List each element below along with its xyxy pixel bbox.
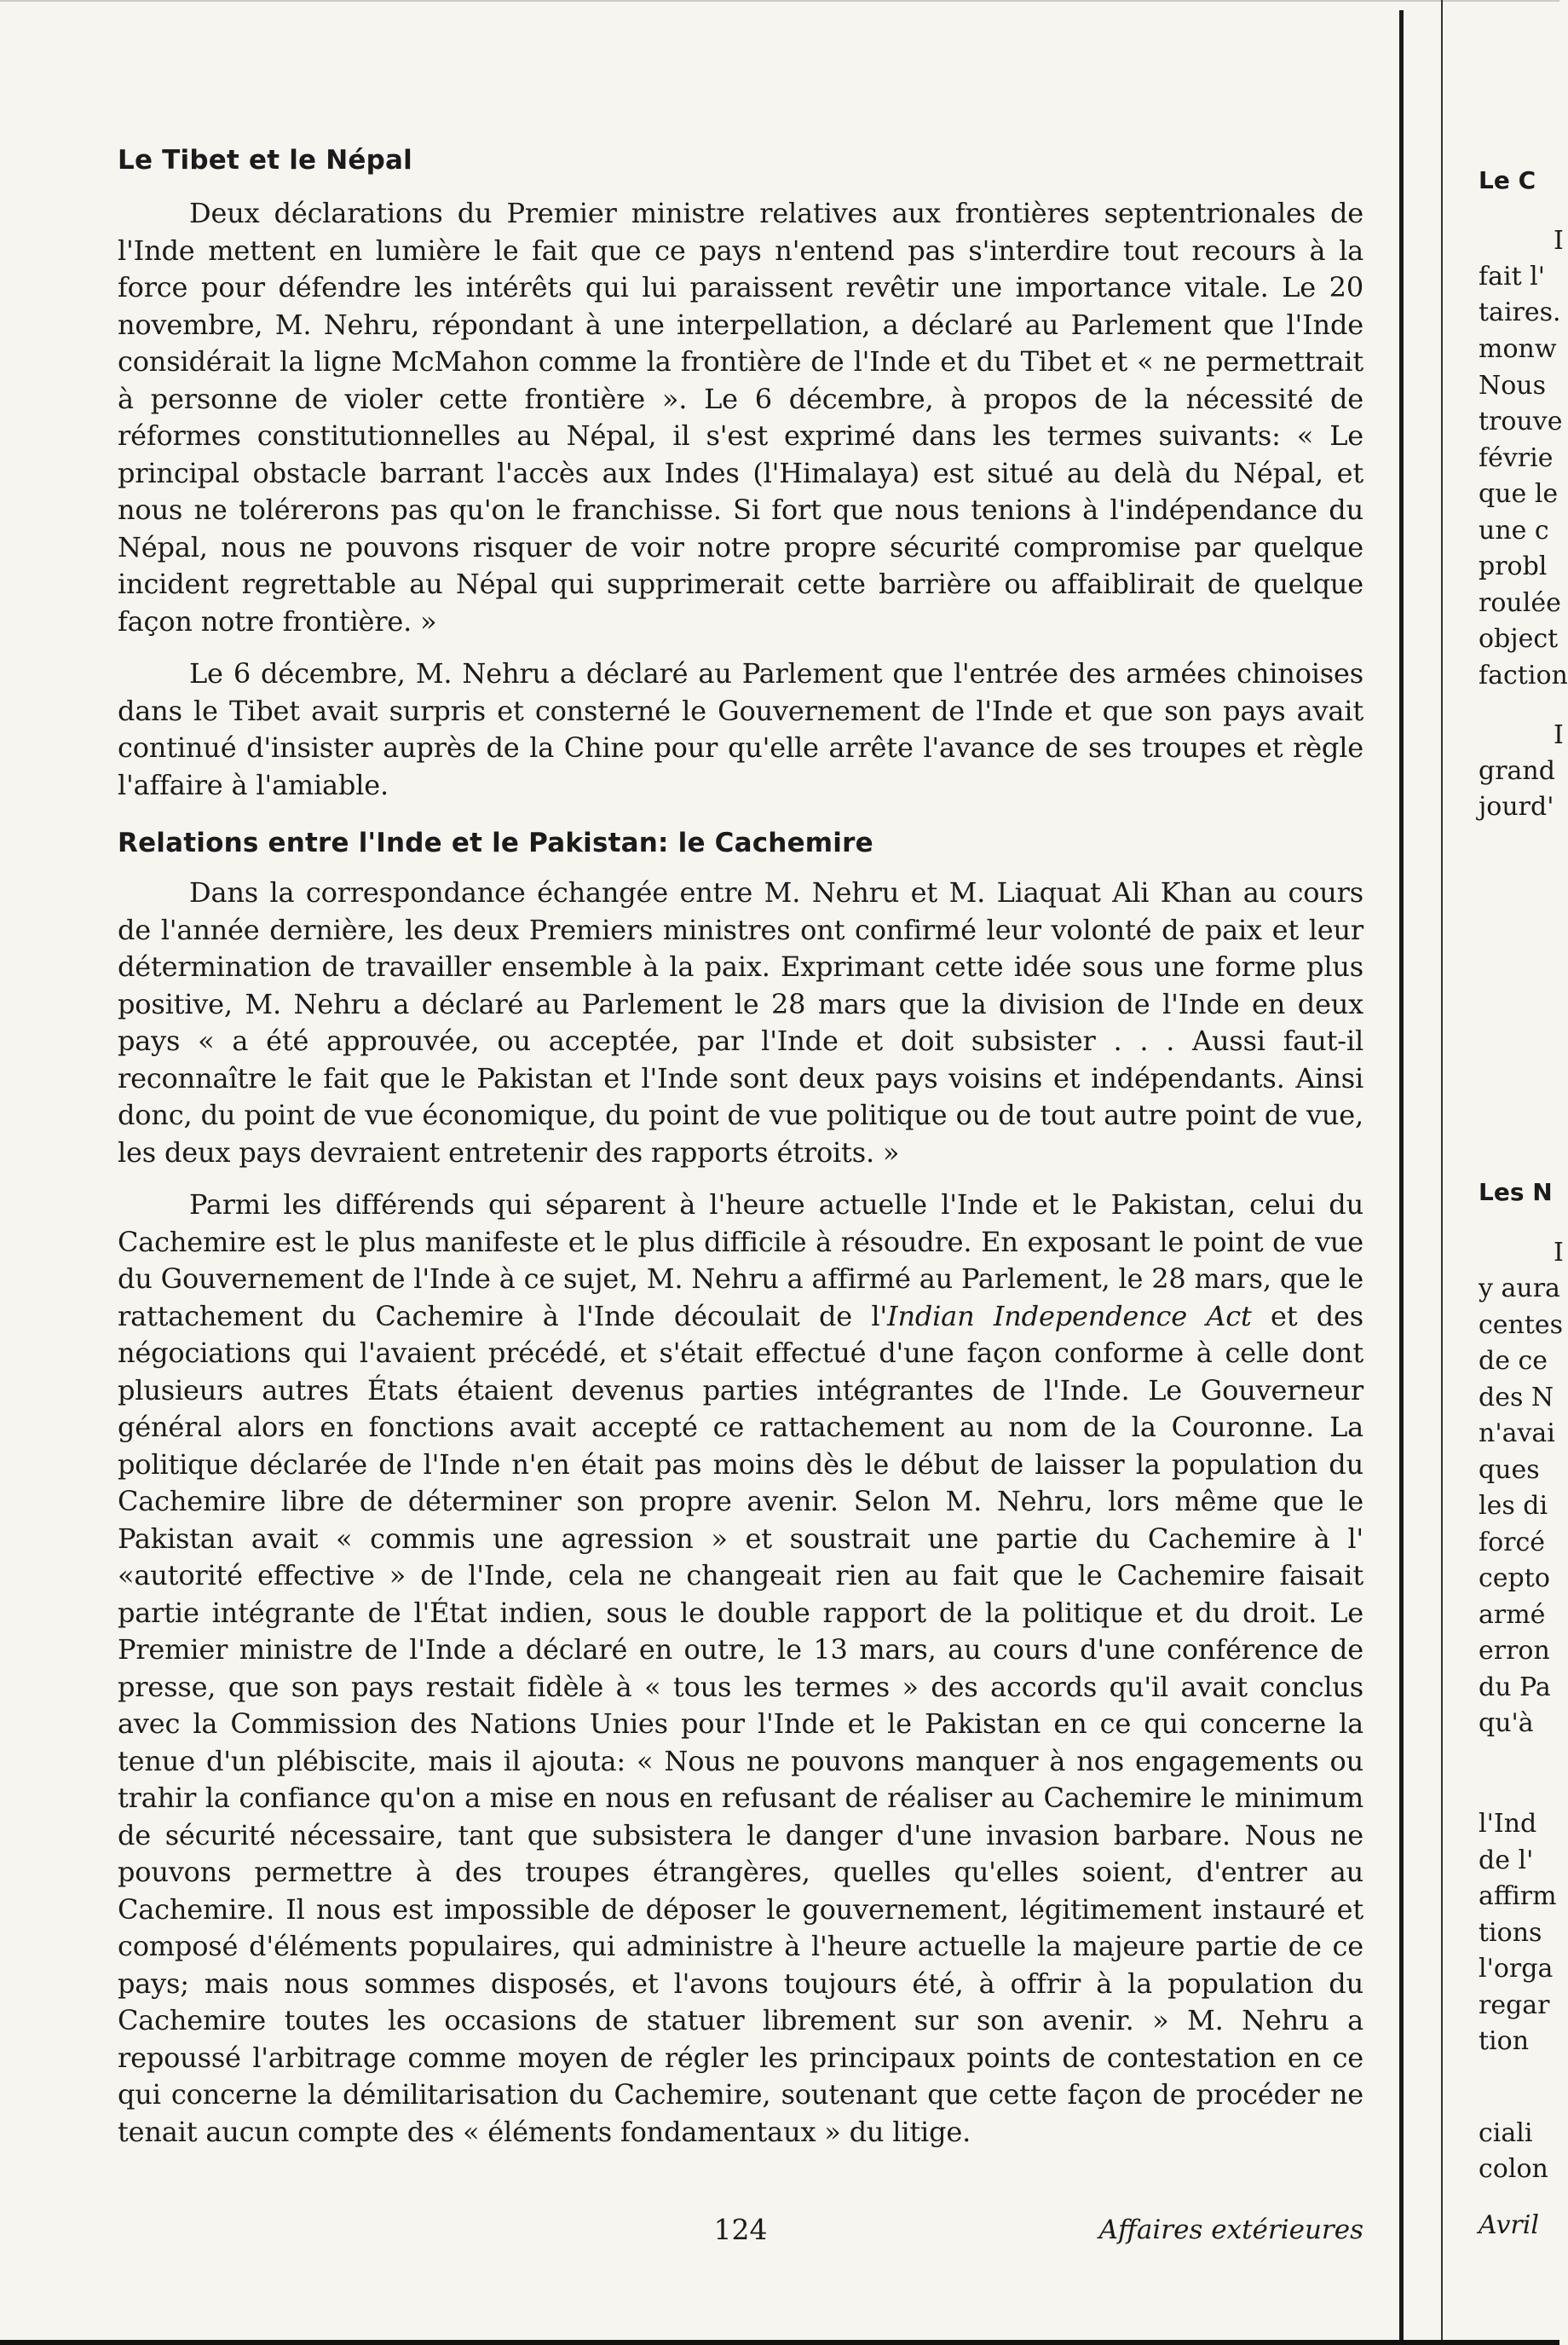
fragment-line: jourd' — [1479, 792, 1554, 822]
fragment-line: colon — [1479, 2154, 1548, 2184]
main-column — [118, 145, 1363, 2151]
page-number: 124 — [713, 2213, 768, 2246]
section-heading: Le Tibet et le Népal — [118, 145, 412, 176]
fragment-heading: Les N — [1479, 1178, 1553, 1206]
fragment-footer: Avril — [1479, 2210, 1539, 2240]
fragment-line: cepto — [1479, 1563, 1550, 1593]
fragment-line: faction — [1479, 661, 1568, 690]
fragment-line: object — [1479, 624, 1559, 654]
fragment-line: ques — [1479, 1455, 1540, 1485]
fragment-line: fait l' — [1479, 262, 1546, 292]
fragment-line: n'avai — [1479, 1418, 1555, 1448]
fragment-line: que le — [1479, 479, 1559, 509]
fragment-line: grand — [1479, 756, 1555, 786]
adjacent-page-fragment — [1479, 0, 1568, 2345]
paragraph — [118, 1187, 1363, 2151]
column-divider — [1399, 10, 1404, 2345]
fragment-line: févrie — [1479, 443, 1554, 473]
fragment-line: probl — [1479, 552, 1548, 581]
fragment-line: y aura — [1479, 1274, 1560, 1303]
paragraph: Le 6 décembre, M. Nehru a déclaré au Parlement que l'entrée des armées chinoises dans le Tibet avait surpris et consterné le Gouvernement de l'Inde et que son pays avait continué d'insister auprès de la Chine pour qu'elle arrête l'avance de ses troupes et règle l'affaire à l'amiable. — [118, 657, 1363, 801]
fragment-line: de ce — [1479, 1346, 1548, 1376]
fragment-line: taires. — [1479, 297, 1561, 327]
fragment-line: roulée — [1479, 588, 1561, 618]
publication-title: Affaires extérieures — [1098, 2215, 1363, 2245]
fragment-line: qu'à — [1479, 1708, 1534, 1738]
fragment-line: l'Ind — [1479, 1809, 1537, 1839]
fragment-line: armé — [1479, 1600, 1546, 1630]
column-divider-thin — [1441, 0, 1443, 2345]
fragment-line: erron — [1479, 1636, 1550, 1666]
fragment-line: l'orga — [1479, 1954, 1554, 1984]
bottom-rule — [0, 2340, 1559, 2345]
section-heading: Relations entre l'Inde et le Pakistan: le Cachemire — [118, 828, 873, 859]
fragment-line: monw — [1479, 334, 1557, 364]
fragment-line: centes — [1479, 1310, 1564, 1340]
fragment-heading: Le C — [1479, 166, 1536, 194]
fragment-line: affirm — [1479, 1881, 1557, 1911]
page-footer — [118, 2213, 1363, 2252]
paragraph-text: et des négociations qui l'avaient précédé, et s'était effectué d'une façon conforme à celle dont plusieurs autres États étaient devenus parties intégrantes de l'Inde. Le Gouverneur général alors en fonctions avait accepté ce rattachement au nom de la Couronne. La politique déclarée de l'Inde n'en était pas moins dès le début de laisser la population du Cachemire libre de déterminer son propre avenir. Selon M. Nehru, lors même que le Pakistan avait « commis une agression » et soustrait une partie du Cachemire à l' «autorité effective » de l'Inde, cela ne changeait rien au fait que le Cachemire faisait partie intégrante de l'État indien, sous le double rapport de la politique et du droit. Le Premier ministre de l'Inde a déclaré en outre, le 13 mars, au cours d'une conférence de presse, que son pays restait fidèle à « tous les termes » des accords qu'il avait conclus avec la Commission des Nations Unies pour l'Inde et le Pakistan en ce qui concerne la tenue d'un plébiscite, mais il ajouta: « Nous ne pouvons manquer à nos engagements ou trahir la confiance qu'on a mise en nous en refusant de réaliser au Cachemire le minimum de sécurité nécessaire, tant que subsistera le danger d'une invasion barbare. Nous ne pouvons permettre à des troupes étrangères, quelles qu'elles soient, d'entrer au Cachemire. Il nous est impossible de déposer le gouvernement, légitimement instauré et composé d'éléments populaires, qui administre à l'heure actuelle la majeure partie de ce pays; mais nous sommes disposés, et l'avons toujours été, à offrir à la population du Cachemire toutes les occasions de statuer librement sur son avenir. » M. Nehru a repoussé l'arbitrage comme moyen de régler les principaux points de contestation en ce qui concerne la démilitarisation du Cachemire, soutenant que cette façon de procéder ne tenait aucun compte des « éléments fondamentaux » du litige. — [118, 1299, 1363, 2148]
paragraph: Deux déclarations du Premier ministre relatives aux frontières septentrionales de l'Inde mettent en lumière le fait que ce pays n'entend pas s'interdire tout recours à la force pour défendre les intérêts qui lui paraissent revêtir une importance vitale. Le 20 novembre, M. Nehru, répondant à une interpellation, a déclaré au Parlement que l'Inde considérait la ligne McMahon comme la frontière de l'Inde et du Tibet et « ne permettrait à personne de violer cette frontière ». Le 6 décembre, à propos de la nécessité de réformes constitutionnelles au Népal, il s'est exprimé dans les termes suivants: « Le principal obstacle barrant l'accès aux Indes (l'Himalaya) est situé au delà du Népal, et nous ne tolérerons pas qu'on le franchisse. Si fort que nous tenions à l'indépendance du Népal, nous ne pouvons risquer de voir notre propre sécurité compromise par quelque incident regrettable au Népal qui supprimerait cette barrière ou affaiblirait de quelque façon notre frontière. » — [118, 197, 1363, 638]
italic-title: Indian Independence Act — [887, 1299, 1252, 1332]
fragment-line: forcé — [1479, 1528, 1546, 1557]
fragment-line: une c — [1479, 516, 1549, 546]
paragraph: Dans la correspondance échangée entre M. Nehru et M. Liaquat Ali Khan au cours de l'année dernière, les deux Premiers ministres ont confirmé leur volonté de paix et leur détermination de travailler ensemble à la paix. Exprimant cette idée sous une forme plus positive, M. Nehru a déclaré au Parlement le 28 mars que la division de l'Inde en deux pays « a été approuvée, ou acceptée, par l'Inde et doit subsister . . . Aussi faut-il reconnaître le fait que le Pakistan et l'Inde sont deux pays voisins et indépendants. Ainsi donc, du point de vue économique, du point de vue politique ou de tout autre point de vue, les deux pays devraient entretenir des rapports étroits. » — [118, 876, 1363, 1169]
fragment-line: ciali — [1479, 2118, 1533, 2148]
fragment-line: Nous — [1479, 371, 1547, 401]
fragment-line: I — [1554, 226, 1564, 256]
section-inde-pakistan — [118, 828, 1363, 2151]
paragraph-text: Parmi les différends qui séparent à l'heure actuelle l'Inde et le Pakistan, celui du Cachemire est le plus manifeste et le plus difficile à résoudre. En exposant le point de vue du Gouvernement de l'Inde à ce sujet, M. Nehru a affirmé au Parlement, le 28 mars, que le rattachement du Cachemire à l'Inde découlait de l' — [118, 1188, 1363, 1332]
section-tibet-nepal — [118, 145, 1363, 804]
fragment-line: tions — [1479, 1918, 1542, 1948]
top-rule — [0, 0, 1559, 2]
fragment-line: des N — [1479, 1383, 1554, 1412]
fragment-line: les di — [1479, 1491, 1548, 1521]
fragment-line: trouve — [1479, 407, 1563, 436]
fragment-line: du Pa — [1479, 1672, 1551, 1702]
fragment-line: I — [1554, 720, 1564, 750]
fragment-line: regar — [1479, 1990, 1550, 2020]
fragment-line: I — [1554, 1238, 1564, 1268]
fragment-line: tion — [1479, 2026, 1530, 2056]
fragment-line: de l' — [1479, 1845, 1534, 1875]
